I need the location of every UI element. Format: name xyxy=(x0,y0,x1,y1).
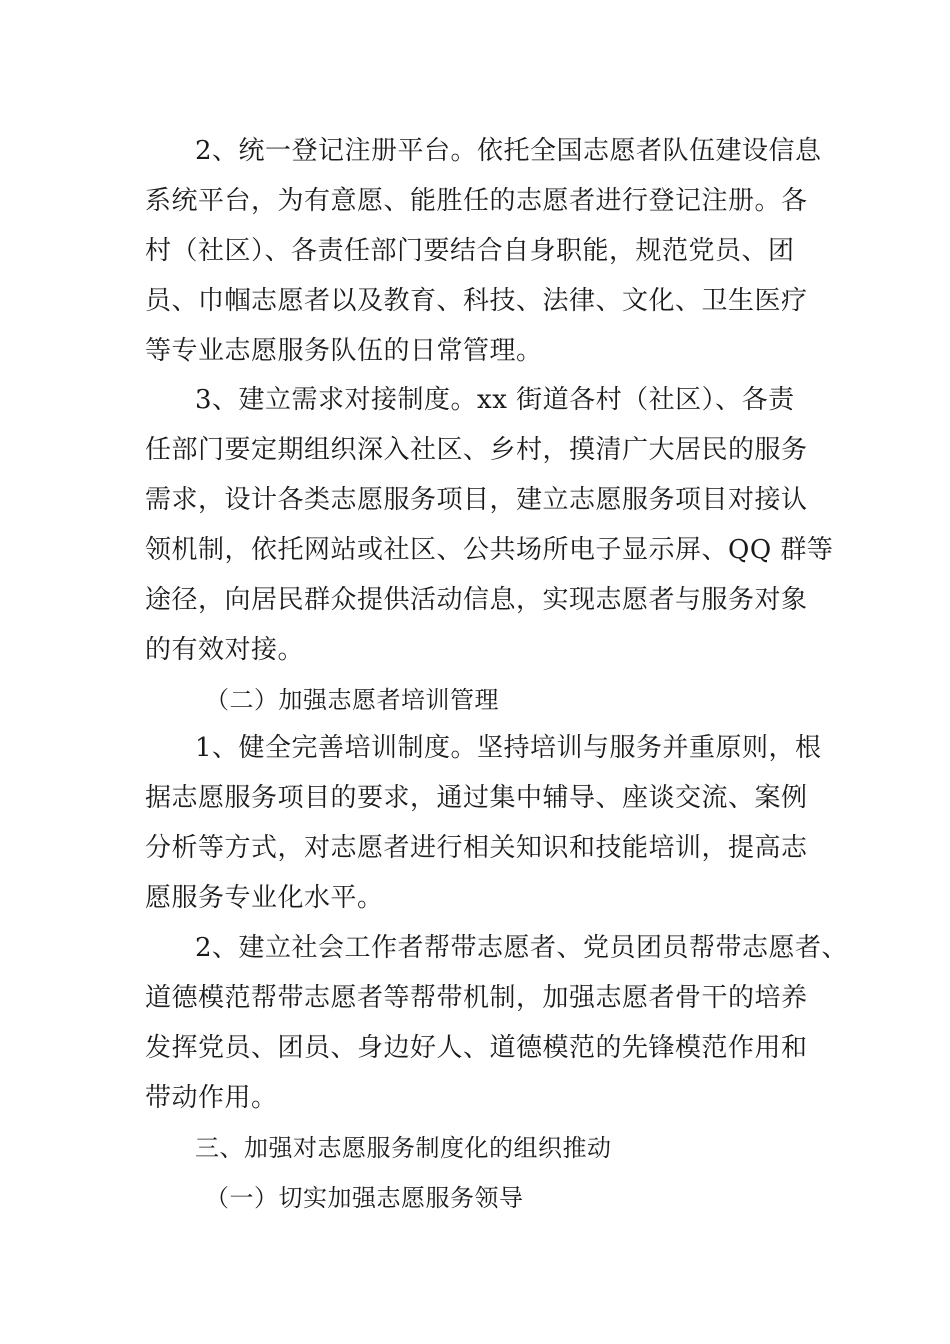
text-line: 员、巾帼志愿者以及教育、科技、法律、文化、卫生医疗 xyxy=(145,286,808,316)
text-line: 带动作用。 xyxy=(145,1083,278,1113)
text-line: 3、建立需求对接制度。xx 街道各村（社区）、各责 xyxy=(195,385,795,415)
text-line: 需求，设计各类志愿服务项目，建立志愿服务项目对接认 xyxy=(145,485,808,515)
section-heading-training: （二）加强志愿者培训管理 xyxy=(205,686,499,714)
section-heading-three: 三、加强对志愿服务制度化的组织推动 xyxy=(195,1134,612,1162)
text-line: 1、健全完善培训制度。坚持培训与服务并重原则，根 xyxy=(195,733,822,763)
text-line: 的有效对接。 xyxy=(145,635,305,665)
text-line: 愿服务专业化水平。 xyxy=(145,883,384,913)
text-line: 发挥党员、团员、身边好人、道德模范的先锋模范作用和 xyxy=(145,1033,808,1063)
text-line: 途径，向居民群众提供活动信息，实现志愿者与服务对象 xyxy=(145,585,808,615)
text-line: 分析等方式，对志愿者进行相关知识和技能培训，提高志 xyxy=(145,833,808,863)
text-line: 2、统一登记注册平台。依托全国志愿者队伍建设信息 xyxy=(195,136,822,166)
text-line: 道德模范帮带志愿者等帮带机制，加强志愿者骨干的培养 xyxy=(145,983,808,1013)
text-line: 据志愿服务项目的要求，通过集中辅导、座谈交流、案例 xyxy=(145,783,808,813)
text-line: 2、建立社会工作者帮带志愿者、党员团员帮带志愿者、 xyxy=(195,933,849,963)
text-line: 等专业志愿服务队伍的日常管理。 xyxy=(145,336,543,366)
section-heading-leadership: （一）切实加强志愿服务领导 xyxy=(205,1184,524,1212)
text-line: 领机制，依托网站或社区、公共场所电子显示屏、QQ 群等 xyxy=(145,535,834,565)
text-line: 任部门要定期组织深入社区、乡村，摸清广大居民的服务 xyxy=(145,435,808,465)
text-line: 系统平台，为有意愿、能胜任的志愿者进行登记注册。各 xyxy=(145,186,808,216)
text-line: 村（社区）、各责任部门要结合自身职能，规范党员、团 xyxy=(145,236,795,266)
